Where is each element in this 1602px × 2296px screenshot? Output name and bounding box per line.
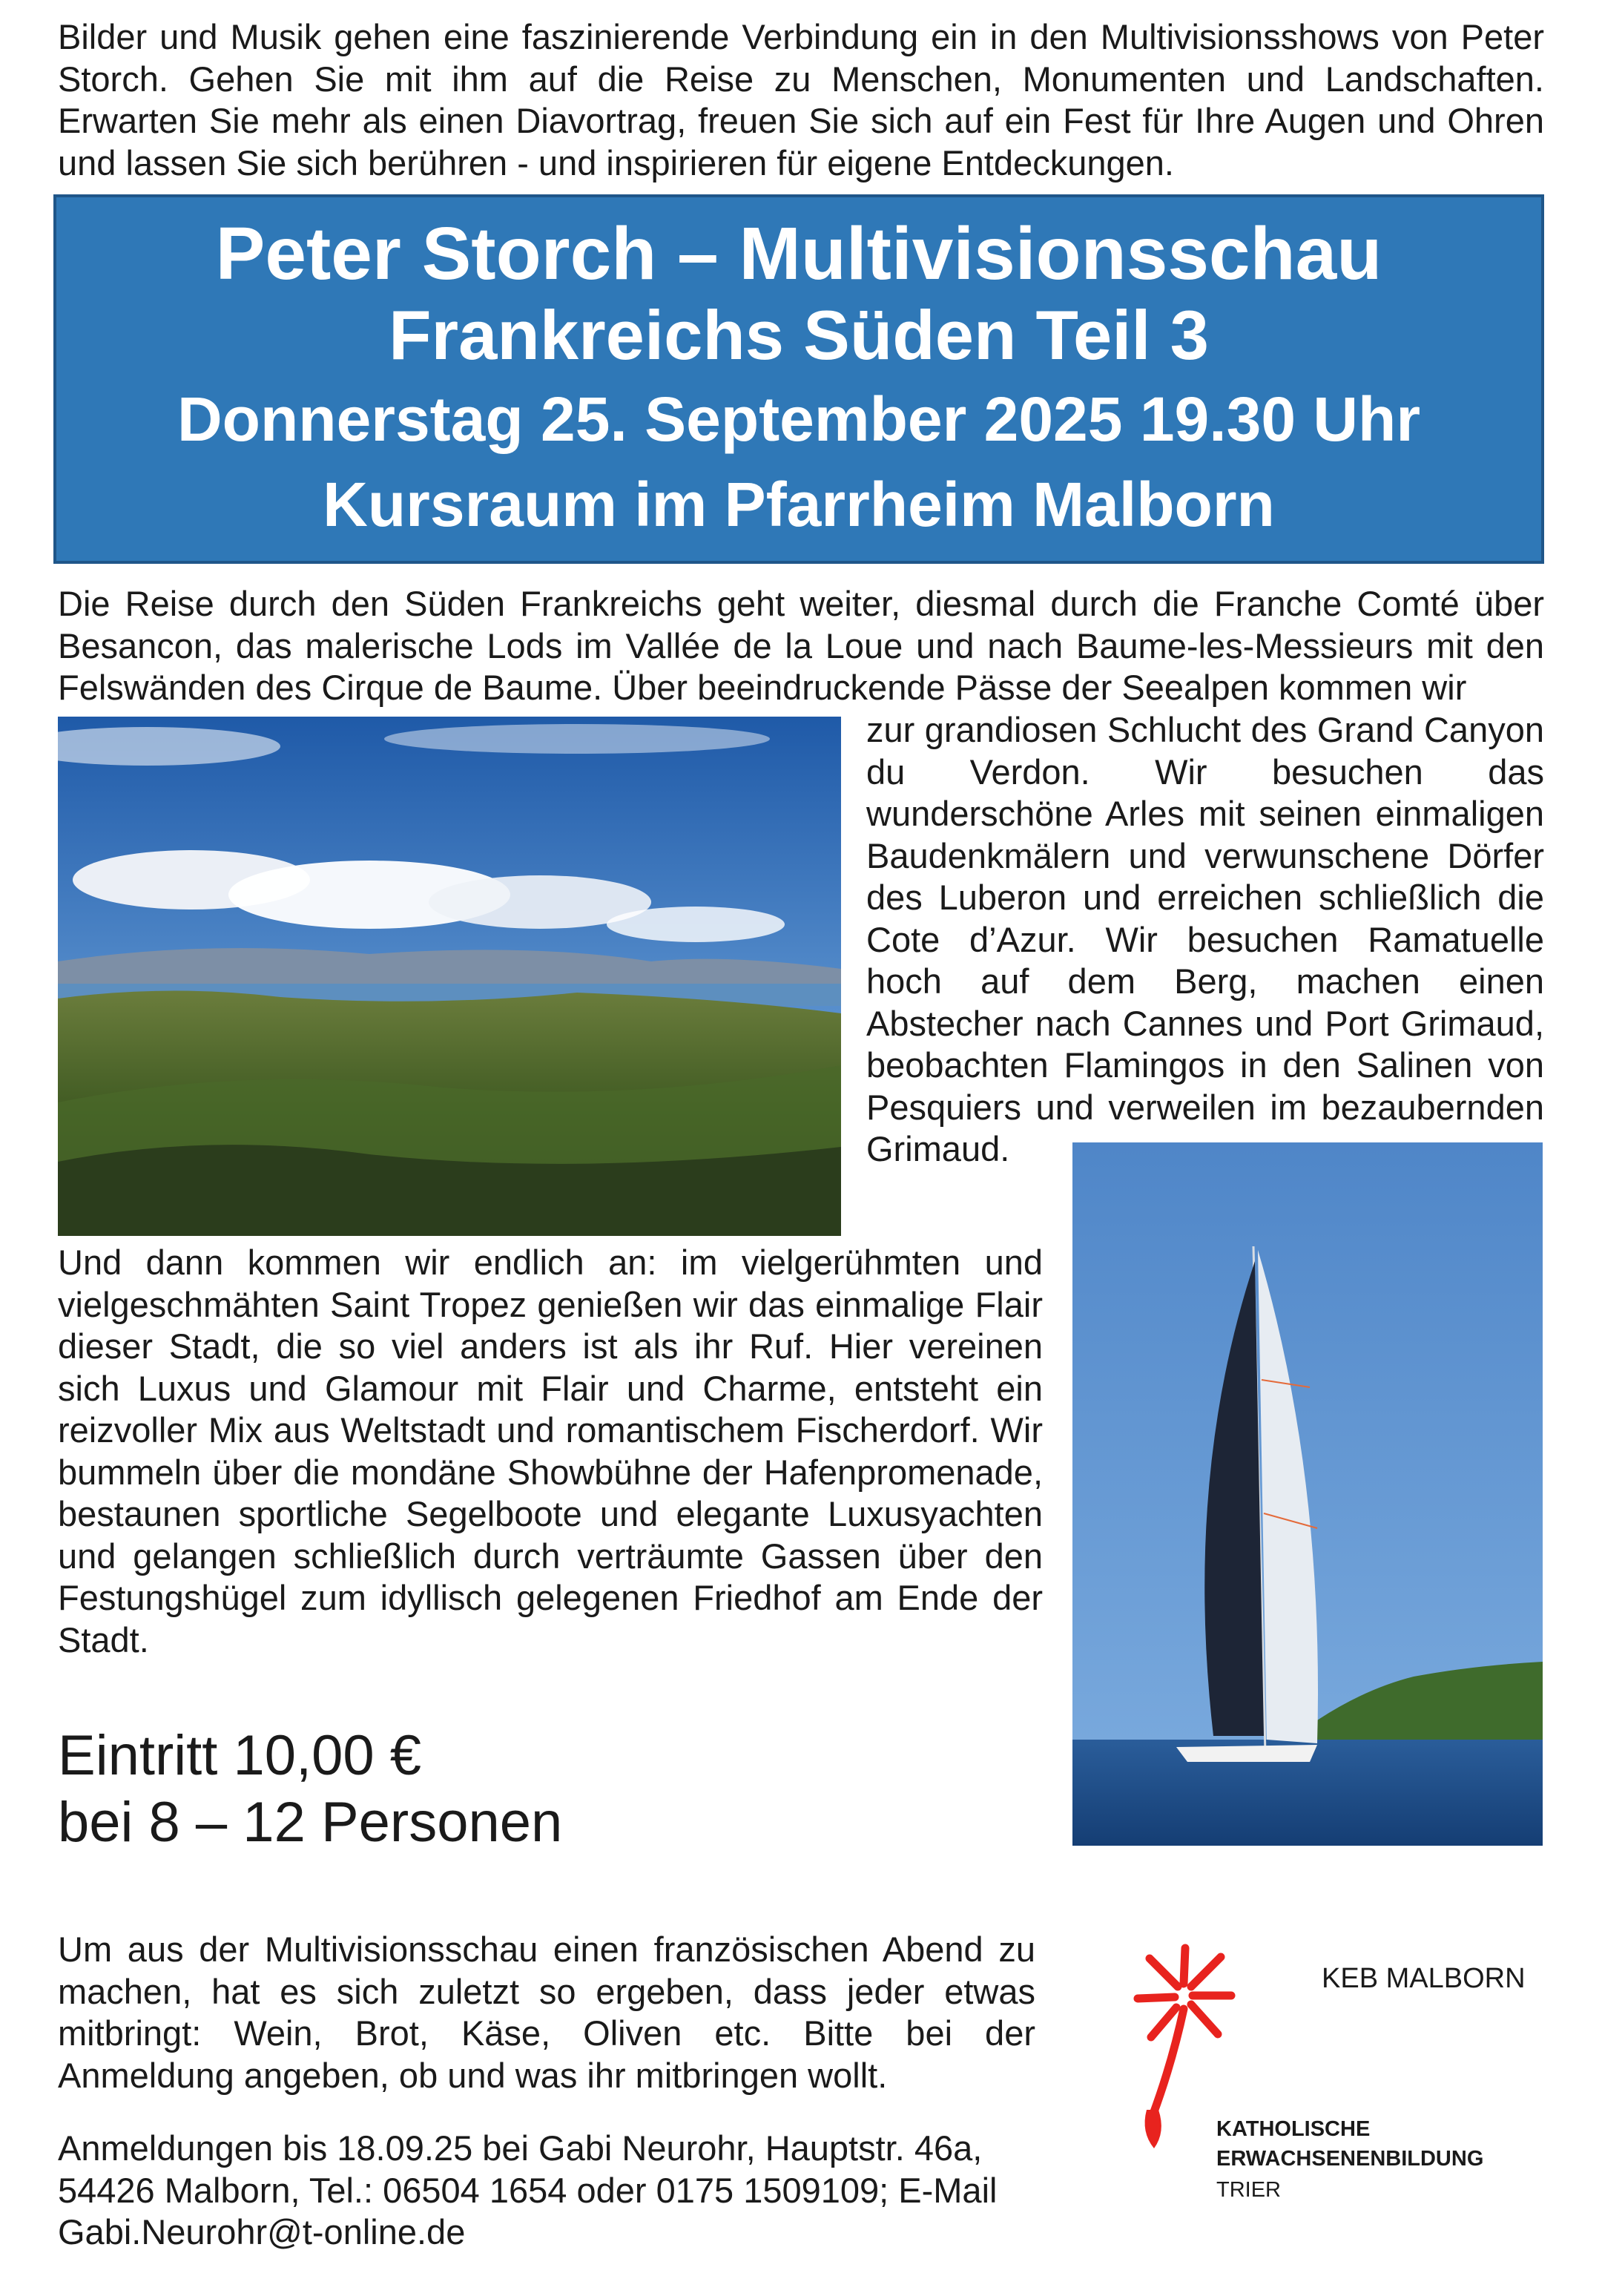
saint-tropez-paragraph: Und dann kommen wir endlich an: im vielgerühmten und vielgeschmähten Saint Tropez genießen wir das einmalige Flair dieser Stadt, die so viel anders ist als ihr Ruf. Hier vereinen sich Luxus und Glamour mit Flair und Charme, entsteht ein reizvoller Mix aus Weltstadt und romantischem Fischerdorf. Wir bummeln über die mondäne Showbühne der Hafenpromenade, bestaunen sportliche Segelboote und elegante Luxusyachten und gelangen schließlich durch verträumte Gassen über den Festungshügel zum idyllisch gelegenen Friedhof am Ende der Stadt. [58,1243,1043,1659]
banner-subtitle: Frankreichs Süden Teil 3 [389,296,1209,374]
org-city: TRIER [1216,2178,1281,2202]
banner-date: Donnerstag 25. September 2025 19.30 Uhr [177,384,1421,454]
banner-title: Peter Storch – Multivisionsschau [215,212,1382,295]
landscape-photo [58,717,841,1236]
registration-info [58,2128,1044,2254]
registration-line: 54426 Malborn, Tel.: 06504 1654 oder 0175 1509109; E-Mail [58,2170,998,2210]
registration-email[interactable]: Gabi.Neurohr@t-online.de [58,2212,466,2251]
intro-paragraph: Bilder und Musik gehen eine faszinierende Verbindung ein in den Multivisionsshows von Peter Storch. Gehen Sie mit ihm auf die Reise zu Menschen, Monumenten und Landschaften. Erwarten Sie mehr als einen Diavortrag, freuen Sie sich auf ein Fest für Ihre Augen und Ohren und lassen Sie sich berühren - und inspirieren für eigene Entdeckungen. [58,17,1544,182]
banner-location: Kursraum im Pfarrheim Malborn [323,470,1275,539]
route-paragraph-continued: zur grandiosen Schlucht des Grand Canyon du Verdon. Wir besuchen das wunderschöne Arles mit seinen einmaligen Baudenkmälern und verwunschene Dörfer des Luberon und erreichen schließlich die Cote d’Azur. Wir besuchen Ramatuelle hoch auf dem Berg, machen einen Abstecher nach Cannes und Port Grimaud, beobachten Flamingos in den Salinen von Pesquiers und verweilen im bezaubernden Grimaud. [866,710,1544,1168]
sailboat-photo [1072,1142,1543,1846]
group-size-line: bei 8 – 12 Personen [58,1791,563,1854]
french-evening-paragraph: Um aus der Multivisionsschau einen französischen Abend zu machen, hat es sich zuletzt so ergeben, dass jeder etwas mitbringt: Wein, Brot, Käse, Oliven etc. Bitte bei der Anmeldung angeben, ob und was ihr mitbringen wollt. [58,1930,1035,2095]
route-paragraph: Die Reise durch den Süden Frankreichs geht weiter, diesmal durch die Franche Comté über Besancon, das malerische Lods im Vallée de la Loue und nach Baume-les-Messieurs mit den Felswänden des Cirque de Baume. Über beeindruckende Pässe der Seealpen kommen wir [58,584,1544,707]
price-line: Eintritt 10,00 € [58,1724,422,1787]
org-title: KATHOLISCHE ERWACHSENENBILDUNG [1216,2117,1484,2171]
price-info [58,1723,562,1856]
registration-line: Anmeldungen bis 18.09.25 bei Gabi Neurohr, Hauptstr. 46a, [58,2128,983,2168]
org-name: KEB MALBORN [1322,1963,1526,1994]
event-banner [53,194,1544,564]
